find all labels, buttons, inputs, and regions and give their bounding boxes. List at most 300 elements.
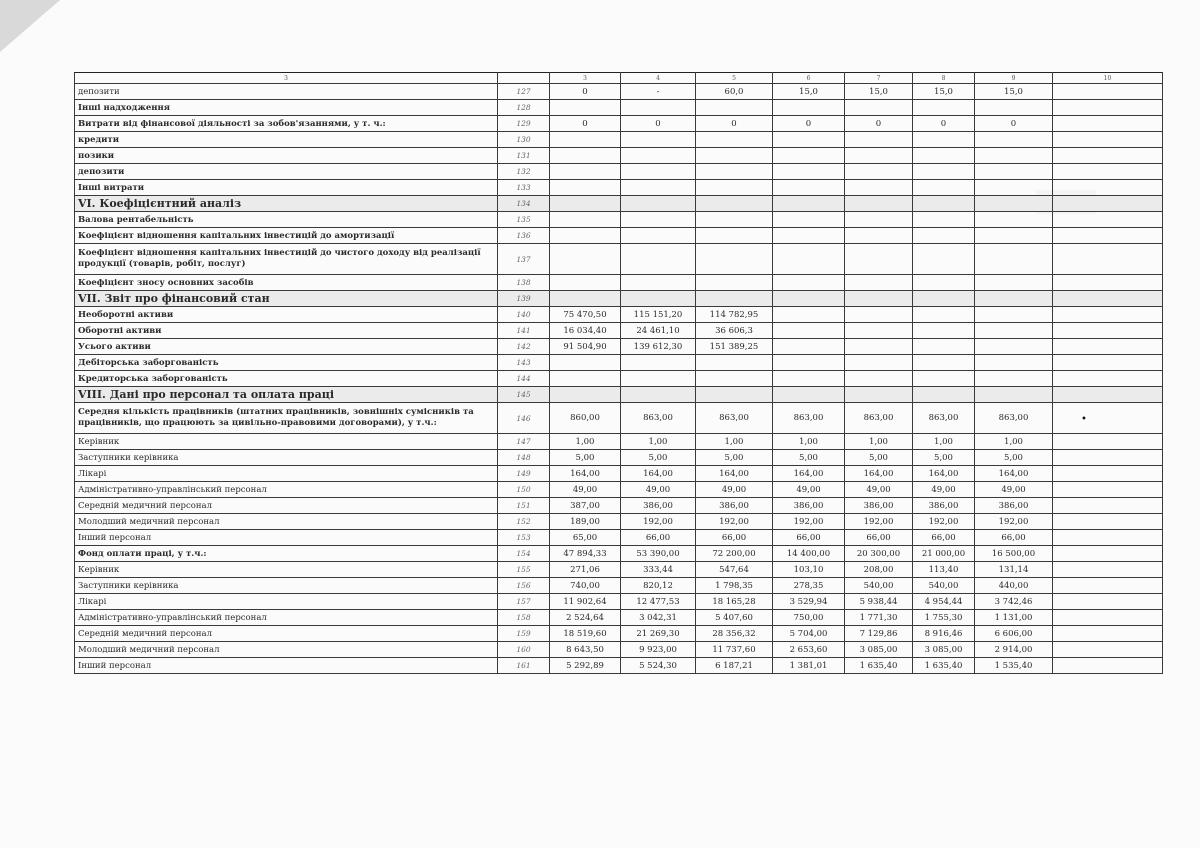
value-cell <box>1053 371 1163 387</box>
table-row <box>75 371 1163 387</box>
value-cell: 386,00 <box>845 498 913 514</box>
value-cell <box>550 132 621 148</box>
value-cell <box>845 228 913 244</box>
row-code: 147 <box>498 434 550 450</box>
value-cell: 0 <box>913 116 975 132</box>
table-row <box>75 530 1163 546</box>
value-cell: 20 300,00 <box>845 546 913 562</box>
value-cell: 860,00 <box>550 403 621 434</box>
value-cell: 271,06 <box>550 562 621 578</box>
value-cell: 139 612,30 <box>621 339 696 355</box>
value-cell <box>975 132 1053 148</box>
value-cell <box>1053 387 1163 403</box>
row-code: 152 <box>498 514 550 530</box>
row-label: Керівник <box>75 562 498 578</box>
value-cell: 65,00 <box>550 530 621 546</box>
header-cell: 5 <box>696 73 773 84</box>
value-cell <box>696 228 773 244</box>
value-cell <box>845 180 913 196</box>
value-cell <box>1053 450 1163 466</box>
row-label: Валова рентабельність <box>75 212 498 228</box>
value-cell <box>845 339 913 355</box>
value-cell <box>975 371 1053 387</box>
value-cell <box>845 196 913 212</box>
table-row <box>75 307 1163 323</box>
value-cell: 5,00 <box>550 450 621 466</box>
value-cell: 5,00 <box>975 450 1053 466</box>
value-cell <box>773 132 845 148</box>
value-cell: 0 <box>845 116 913 132</box>
value-cell <box>621 164 696 180</box>
row-label: Молодший медичний персонал <box>75 514 498 530</box>
value-cell: 192,00 <box>913 514 975 530</box>
table-row <box>75 228 1163 244</box>
value-cell: 189,00 <box>550 514 621 530</box>
value-cell: 1 535,40 <box>975 658 1053 674</box>
value-cell <box>621 244 696 275</box>
value-cell: 103,10 <box>773 562 845 578</box>
value-cell <box>913 180 975 196</box>
value-cell: 60,0 <box>696 84 773 100</box>
value-cell: 164,00 <box>550 466 621 482</box>
value-cell <box>913 196 975 212</box>
value-cell: 386,00 <box>913 498 975 514</box>
value-cell: 24 461,10 <box>621 323 696 339</box>
value-cell: 8 916,46 <box>913 626 975 642</box>
value-cell: 49,00 <box>621 482 696 498</box>
row-label: кредити <box>75 132 498 148</box>
table-row <box>75 594 1163 610</box>
table-row <box>75 626 1163 642</box>
value-cell: 540,00 <box>913 578 975 594</box>
row-code: 158 <box>498 610 550 626</box>
table-row <box>75 482 1163 498</box>
table-row <box>75 610 1163 626</box>
value-cell <box>975 355 1053 371</box>
table-row <box>75 546 1163 562</box>
table-row <box>75 498 1163 514</box>
value-cell: 820,12 <box>621 578 696 594</box>
value-cell <box>550 244 621 275</box>
value-cell: 387,00 <box>550 498 621 514</box>
row-code: 151 <box>498 498 550 514</box>
value-cell <box>1053 275 1163 291</box>
row-label: Інший персонал <box>75 658 498 674</box>
value-cell: 4 954,44 <box>913 594 975 610</box>
section-row <box>75 291 1163 307</box>
value-cell: 66,00 <box>845 530 913 546</box>
value-cell <box>975 228 1053 244</box>
row-code: 161 <box>498 658 550 674</box>
value-cell <box>550 275 621 291</box>
value-cell <box>1053 164 1163 180</box>
value-cell <box>975 244 1053 275</box>
table-row <box>75 275 1163 291</box>
value-cell: 3 529,94 <box>773 594 845 610</box>
value-cell: 66,00 <box>773 530 845 546</box>
value-cell: 7 129,86 <box>845 626 913 642</box>
value-cell <box>845 100 913 116</box>
value-cell: 49,00 <box>845 482 913 498</box>
value-cell <box>1053 148 1163 164</box>
value-cell: 164,00 <box>696 466 773 482</box>
column-number-header-row <box>75 73 1163 84</box>
value-cell <box>621 148 696 164</box>
value-cell <box>1053 610 1163 626</box>
value-cell <box>913 100 975 116</box>
row-label: Керівник <box>75 434 498 450</box>
table-row <box>75 514 1163 530</box>
value-cell <box>696 132 773 148</box>
value-cell <box>845 212 913 228</box>
value-cell <box>550 355 621 371</box>
table-row <box>75 403 1163 434</box>
value-cell: 1,00 <box>913 434 975 450</box>
value-cell <box>773 291 845 307</box>
row-label: депозити <box>75 164 498 180</box>
value-cell <box>550 164 621 180</box>
row-code: 146 <box>498 403 550 434</box>
value-cell: 36 606,3 <box>696 323 773 339</box>
value-cell <box>621 100 696 116</box>
value-cell <box>696 100 773 116</box>
row-code: 137 <box>498 244 550 275</box>
value-cell <box>621 196 696 212</box>
value-cell <box>773 387 845 403</box>
row-label: Середній медичний персонал <box>75 498 498 514</box>
row-code: 144 <box>498 371 550 387</box>
value-cell <box>1053 434 1163 450</box>
value-cell: 91 504,90 <box>550 339 621 355</box>
value-cell: 0 <box>696 116 773 132</box>
value-cell: 14 400,00 <box>773 546 845 562</box>
row-code: 157 <box>498 594 550 610</box>
row-label: Фонд оплати праці, у т.ч.: <box>75 546 498 562</box>
value-cell <box>845 307 913 323</box>
value-cell: 5,00 <box>913 450 975 466</box>
value-cell <box>845 275 913 291</box>
value-cell: 386,00 <box>773 498 845 514</box>
value-cell <box>696 355 773 371</box>
table-row <box>75 339 1163 355</box>
value-cell <box>550 371 621 387</box>
row-label: Середня кількість працівників (штатних працівників, зовнішніх сумісників та працівників, що працюють за цивільно-правовими договорами), у т.ч.: <box>75 403 498 434</box>
value-cell: 1 635,40 <box>845 658 913 674</box>
value-cell <box>621 212 696 228</box>
value-cell: 8 643,50 <box>550 642 621 658</box>
table-row <box>75 116 1163 132</box>
value-cell <box>913 371 975 387</box>
value-cell <box>975 196 1053 212</box>
value-cell: 5,00 <box>621 450 696 466</box>
value-cell: 1,00 <box>696 434 773 450</box>
value-cell <box>1053 116 1163 132</box>
value-cell <box>975 100 1053 116</box>
value-cell <box>845 371 913 387</box>
row-code: 132 <box>498 164 550 180</box>
value-cell <box>621 291 696 307</box>
ink-dot: • <box>1081 414 1087 425</box>
row-label: Дебіторська заборгованість <box>75 355 498 371</box>
value-cell: 18 165,28 <box>696 594 773 610</box>
row-code: 154 <box>498 546 550 562</box>
row-label: Заступники керівника <box>75 578 498 594</box>
row-code: 135 <box>498 212 550 228</box>
value-cell: 0 <box>550 116 621 132</box>
section-title: VII. Звіт про фінансовий стан <box>75 291 498 307</box>
value-cell: 49,00 <box>550 482 621 498</box>
table-row <box>75 84 1163 100</box>
value-cell <box>621 228 696 244</box>
value-cell: 192,00 <box>696 514 773 530</box>
row-code: 155 <box>498 562 550 578</box>
value-cell: 1 755,30 <box>913 610 975 626</box>
table-row <box>75 642 1163 658</box>
value-cell: 386,00 <box>975 498 1053 514</box>
value-cell: 49,00 <box>975 482 1053 498</box>
row-code: 153 <box>498 530 550 546</box>
value-cell: 192,00 <box>975 514 1053 530</box>
value-cell: 5,00 <box>773 450 845 466</box>
value-cell <box>845 355 913 371</box>
value-cell <box>621 180 696 196</box>
value-cell <box>1053 228 1163 244</box>
value-cell <box>696 291 773 307</box>
row-code: 149 <box>498 466 550 482</box>
value-cell: 164,00 <box>845 466 913 482</box>
value-cell: 11 902,64 <box>550 594 621 610</box>
value-cell: 164,00 <box>975 466 1053 482</box>
row-label: Коефіцієнт відношення капітальних інвестицій до амортизації <box>75 228 498 244</box>
value-cell: 0 <box>975 116 1053 132</box>
value-cell <box>1053 594 1163 610</box>
value-cell <box>845 132 913 148</box>
value-cell <box>1053 642 1163 658</box>
value-cell: 115 151,20 <box>621 307 696 323</box>
value-cell <box>1053 100 1163 116</box>
value-cell: 131,14 <box>975 562 1053 578</box>
value-cell: 49,00 <box>696 482 773 498</box>
value-cell: 192,00 <box>773 514 845 530</box>
value-cell <box>696 244 773 275</box>
row-code: 128 <box>498 100 550 116</box>
value-cell: 75 470,50 <box>550 307 621 323</box>
value-cell <box>550 148 621 164</box>
value-cell: 11 737,60 <box>696 642 773 658</box>
value-cell <box>696 275 773 291</box>
value-cell <box>975 307 1053 323</box>
value-cell: 5 524,30 <box>621 658 696 674</box>
section-row <box>75 196 1163 212</box>
value-cell: 750,00 <box>773 610 845 626</box>
value-cell: 47 894,33 <box>550 546 621 562</box>
header-cell: 10 <box>1053 73 1163 84</box>
value-cell <box>913 212 975 228</box>
value-cell: 0 <box>550 84 621 100</box>
row-label: Інші надходження <box>75 100 498 116</box>
value-cell: 164,00 <box>621 466 696 482</box>
row-label: Витрати від фінансової діяльності за зобов'язаннями, у т. ч.: <box>75 116 498 132</box>
value-cell <box>845 164 913 180</box>
value-cell <box>975 339 1053 355</box>
table-row <box>75 658 1163 674</box>
value-cell <box>696 196 773 212</box>
value-cell <box>913 228 975 244</box>
value-cell: 1,00 <box>621 434 696 450</box>
value-cell: 5 704,00 <box>773 626 845 642</box>
table-row <box>75 100 1163 116</box>
value-cell: 5 407,60 <box>696 610 773 626</box>
value-cell <box>773 180 845 196</box>
value-cell: 164,00 <box>773 466 845 482</box>
value-cell <box>696 180 773 196</box>
value-cell <box>1053 403 1163 434</box>
value-cell <box>773 371 845 387</box>
value-cell: 114 782,95 <box>696 307 773 323</box>
value-cell: 3 742,46 <box>975 594 1053 610</box>
row-label: Інші витрати <box>75 180 498 196</box>
table-row <box>75 323 1163 339</box>
value-cell: 66,00 <box>621 530 696 546</box>
value-cell: 15,0 <box>913 84 975 100</box>
value-cell: 386,00 <box>621 498 696 514</box>
value-cell: 1 798,35 <box>696 578 773 594</box>
value-cell: 2 914,00 <box>975 642 1053 658</box>
value-cell <box>621 355 696 371</box>
value-cell <box>845 323 913 339</box>
value-cell: 440,00 <box>975 578 1053 594</box>
value-cell: 16 034,40 <box>550 323 621 339</box>
value-cell <box>975 323 1053 339</box>
value-cell <box>913 244 975 275</box>
value-cell <box>550 228 621 244</box>
value-cell: 740,00 <box>550 578 621 594</box>
row-code: 127 <box>498 84 550 100</box>
value-cell <box>1053 196 1163 212</box>
row-code: 150 <box>498 482 550 498</box>
value-cell <box>1053 212 1163 228</box>
value-cell: 151 389,25 <box>696 339 773 355</box>
value-cell: 0 <box>773 116 845 132</box>
table-row <box>75 466 1163 482</box>
value-cell <box>1053 84 1163 100</box>
table-row <box>75 562 1163 578</box>
value-cell <box>1053 307 1163 323</box>
value-cell <box>913 307 975 323</box>
row-label: Інший персонал <box>75 530 498 546</box>
value-cell <box>773 164 845 180</box>
value-cell <box>621 371 696 387</box>
value-cell: 113,40 <box>913 562 975 578</box>
value-cell <box>1053 530 1163 546</box>
value-cell: 1 635,40 <box>913 658 975 674</box>
header-cell: 3 <box>550 73 621 84</box>
row-code: 156 <box>498 578 550 594</box>
value-cell: 5 938,44 <box>845 594 913 610</box>
value-cell <box>773 228 845 244</box>
value-cell: 6 187,21 <box>696 658 773 674</box>
value-cell: 15,0 <box>773 84 845 100</box>
row-code: 131 <box>498 148 550 164</box>
value-cell: 164,00 <box>913 466 975 482</box>
value-cell <box>773 244 845 275</box>
value-cell <box>1053 498 1163 514</box>
value-cell <box>1053 355 1163 371</box>
value-cell: 863,00 <box>913 403 975 434</box>
value-cell: 12 477,53 <box>621 594 696 610</box>
value-cell: 863,00 <box>621 403 696 434</box>
value-cell: 9 923,00 <box>621 642 696 658</box>
row-label: Молодший медичний персонал <box>75 642 498 658</box>
header-cell: 3 <box>75 73 498 84</box>
value-cell: 5,00 <box>845 450 913 466</box>
value-cell <box>1053 466 1163 482</box>
row-code: 129 <box>498 116 550 132</box>
row-label: Коефіцієнт відношення капітальних інвестицій до чистого доходу від реалізації продукції (товарів, робіт, послуг) <box>75 244 498 275</box>
value-cell <box>550 180 621 196</box>
value-cell <box>1053 546 1163 562</box>
value-cell <box>550 212 621 228</box>
value-cell <box>550 100 621 116</box>
value-cell: 2 524,64 <box>550 610 621 626</box>
row-code: 133 <box>498 180 550 196</box>
row-code: 159 <box>498 626 550 642</box>
value-cell <box>975 148 1053 164</box>
row-label: Оборотні активи <box>75 323 498 339</box>
table-row <box>75 212 1163 228</box>
value-cell: 2 653,60 <box>773 642 845 658</box>
table-row <box>75 450 1163 466</box>
value-cell: 3 085,00 <box>913 642 975 658</box>
value-cell <box>975 180 1053 196</box>
value-cell: 6 606,00 <box>975 626 1053 642</box>
value-cell: 21 000,00 <box>913 546 975 562</box>
header-cell: 4 <box>621 73 696 84</box>
value-cell: 278,35 <box>773 578 845 594</box>
row-code: 141 <box>498 323 550 339</box>
value-cell <box>621 387 696 403</box>
header-cell: 7 <box>845 73 913 84</box>
value-cell <box>773 339 845 355</box>
value-cell <box>845 244 913 275</box>
table-row <box>75 578 1163 594</box>
value-cell: 5 292,89 <box>550 658 621 674</box>
row-label: Лікарі <box>75 466 498 482</box>
row-code: 130 <box>498 132 550 148</box>
value-cell <box>773 212 845 228</box>
value-cell <box>913 148 975 164</box>
value-cell: 15,0 <box>845 84 913 100</box>
value-cell <box>913 164 975 180</box>
financial-report-table <box>74 72 1163 674</box>
row-code: 140 <box>498 307 550 323</box>
value-cell <box>773 100 845 116</box>
value-cell <box>975 212 1053 228</box>
row-label: Кредиторська заборгованість <box>75 371 498 387</box>
table-row <box>75 355 1163 371</box>
value-cell <box>621 275 696 291</box>
section-title: VI. Коефіцієнтний аналіз <box>75 196 498 212</box>
row-label: Заступники керівника <box>75 450 498 466</box>
value-cell: 1 381,01 <box>773 658 845 674</box>
value-cell: - <box>621 84 696 100</box>
table-body <box>75 73 1163 674</box>
value-cell: 3 085,00 <box>845 642 913 658</box>
value-cell <box>1053 180 1163 196</box>
value-cell <box>975 275 1053 291</box>
value-cell <box>773 148 845 164</box>
value-cell <box>913 323 975 339</box>
